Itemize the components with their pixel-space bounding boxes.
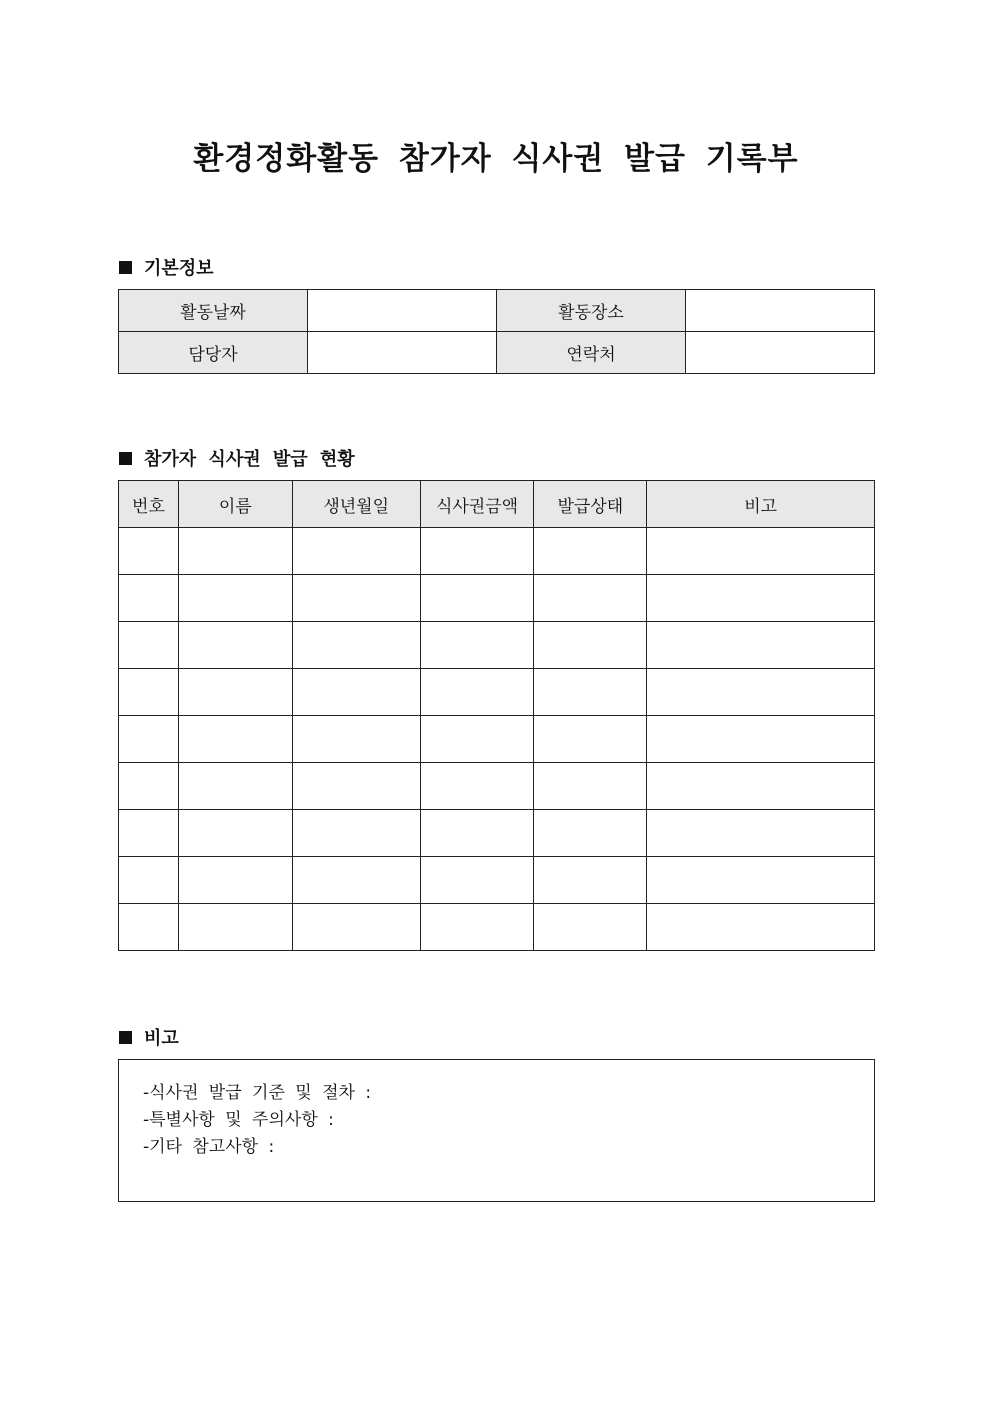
cell-number[interactable] bbox=[119, 575, 179, 622]
cell-number[interactable] bbox=[119, 763, 179, 810]
column-header-number: 번호 bbox=[119, 481, 179, 528]
basic-info-heading-text: 기본정보 bbox=[144, 258, 214, 279]
basic-info-table bbox=[118, 289, 875, 374]
cell-number[interactable] bbox=[119, 622, 179, 669]
cell-issue-status[interactable] bbox=[534, 857, 647, 904]
cell-number[interactable] bbox=[119, 857, 179, 904]
cell-name[interactable] bbox=[178, 622, 292, 669]
cell-ticket-amount[interactable] bbox=[420, 904, 534, 951]
cell-remarks[interactable] bbox=[647, 575, 875, 622]
remarks-heading bbox=[119, 1024, 179, 1050]
cell-birthdate[interactable] bbox=[292, 528, 420, 575]
manager-label: 담당자 bbox=[119, 332, 308, 374]
cell-number[interactable] bbox=[119, 716, 179, 763]
participants-header-row bbox=[119, 481, 875, 528]
cell-remarks[interactable] bbox=[647, 528, 875, 575]
cell-birthdate[interactable] bbox=[292, 622, 420, 669]
cell-ticket-amount[interactable] bbox=[420, 575, 534, 622]
black-square-icon bbox=[119, 452, 132, 465]
contact-field[interactable] bbox=[686, 332, 875, 374]
participants-table bbox=[118, 480, 875, 951]
cell-remarks[interactable] bbox=[647, 716, 875, 763]
cell-ticket-amount[interactable] bbox=[420, 810, 534, 857]
remarks-line-criteria: -식사권 발급 기준 및 절차 : bbox=[143, 1083, 372, 1103]
cell-birthdate[interactable] bbox=[292, 763, 420, 810]
activity-date-field[interactable] bbox=[308, 290, 497, 332]
cell-name[interactable] bbox=[178, 669, 292, 716]
cell-birthdate[interactable] bbox=[292, 716, 420, 763]
table-row bbox=[119, 528, 875, 575]
cell-ticket-amount[interactable] bbox=[420, 716, 534, 763]
cell-ticket-amount[interactable] bbox=[420, 857, 534, 904]
cell-issue-status[interactable] bbox=[534, 763, 647, 810]
participants-heading bbox=[119, 445, 355, 471]
cell-number[interactable] bbox=[119, 669, 179, 716]
remarks-line-other-notes: -기타 참고사항 : bbox=[143, 1137, 275, 1157]
table-row bbox=[119, 575, 875, 622]
activity-place-field[interactable] bbox=[686, 290, 875, 332]
table-row bbox=[119, 857, 875, 904]
remarks-box[interactable] bbox=[118, 1059, 875, 1202]
black-square-icon bbox=[119, 261, 132, 274]
table-row bbox=[119, 669, 875, 716]
cell-number[interactable] bbox=[119, 904, 179, 951]
cell-name[interactable] bbox=[178, 857, 292, 904]
cell-remarks[interactable] bbox=[647, 857, 875, 904]
cell-ticket-amount[interactable] bbox=[420, 528, 534, 575]
cell-remarks[interactable] bbox=[647, 763, 875, 810]
cell-ticket-amount[interactable] bbox=[420, 763, 534, 810]
cell-ticket-amount[interactable] bbox=[420, 669, 534, 716]
cell-issue-status[interactable] bbox=[534, 528, 647, 575]
cell-remarks[interactable] bbox=[647, 904, 875, 951]
black-square-icon bbox=[119, 1031, 132, 1044]
cell-number[interactable] bbox=[119, 810, 179, 857]
remarks-line-special-notes: -특별사항 및 주의사항 : bbox=[143, 1110, 334, 1130]
cell-remarks[interactable] bbox=[647, 669, 875, 716]
cell-birthdate[interactable] bbox=[292, 857, 420, 904]
table-row bbox=[119, 622, 875, 669]
cell-issue-status[interactable] bbox=[534, 904, 647, 951]
participants-table-body bbox=[119, 528, 875, 951]
document-title: 환경정화활동 참가자 식사권 발급 기록부 bbox=[193, 141, 799, 177]
cell-issue-status[interactable] bbox=[534, 575, 647, 622]
activity-date-label: 활동날짜 bbox=[119, 290, 308, 332]
cell-issue-status[interactable] bbox=[534, 669, 647, 716]
basic-info-row bbox=[119, 332, 875, 374]
cell-remarks[interactable] bbox=[647, 810, 875, 857]
table-row bbox=[119, 716, 875, 763]
cell-name[interactable] bbox=[178, 763, 292, 810]
cell-birthdate[interactable] bbox=[292, 904, 420, 951]
cell-name[interactable] bbox=[178, 716, 292, 763]
table-row bbox=[119, 810, 875, 857]
manager-field[interactable] bbox=[308, 332, 497, 374]
cell-remarks[interactable] bbox=[647, 622, 875, 669]
cell-name[interactable] bbox=[178, 528, 292, 575]
basic-info-row bbox=[119, 290, 875, 332]
remarks-lines bbox=[143, 1080, 371, 1161]
column-header-issue-status: 발급상태 bbox=[534, 481, 647, 528]
cell-birthdate[interactable] bbox=[292, 575, 420, 622]
cell-birthdate[interactable] bbox=[292, 810, 420, 857]
cell-name[interactable] bbox=[178, 575, 292, 622]
participants-heading-text: 참가자 식사권 발급 현황 bbox=[144, 449, 355, 470]
column-header-ticket-amount: 식사권금액 bbox=[420, 481, 534, 528]
remarks-heading-text: 비고 bbox=[144, 1028, 179, 1049]
column-header-birthdate: 생년월일 bbox=[292, 481, 420, 528]
table-row bbox=[119, 763, 875, 810]
cell-name[interactable] bbox=[178, 810, 292, 857]
cell-number[interactable] bbox=[119, 528, 179, 575]
column-header-name: 이름 bbox=[178, 481, 292, 528]
cell-issue-status[interactable] bbox=[534, 716, 647, 763]
column-header-remarks: 비고 bbox=[647, 481, 875, 528]
contact-label: 연락처 bbox=[497, 332, 686, 374]
cell-ticket-amount[interactable] bbox=[420, 622, 534, 669]
table-row bbox=[119, 904, 875, 951]
cell-birthdate[interactable] bbox=[292, 669, 420, 716]
basic-info-heading bbox=[119, 254, 214, 280]
cell-name[interactable] bbox=[178, 904, 292, 951]
activity-place-label: 활동장소 bbox=[497, 290, 686, 332]
cell-issue-status[interactable] bbox=[534, 622, 647, 669]
cell-issue-status[interactable] bbox=[534, 810, 647, 857]
